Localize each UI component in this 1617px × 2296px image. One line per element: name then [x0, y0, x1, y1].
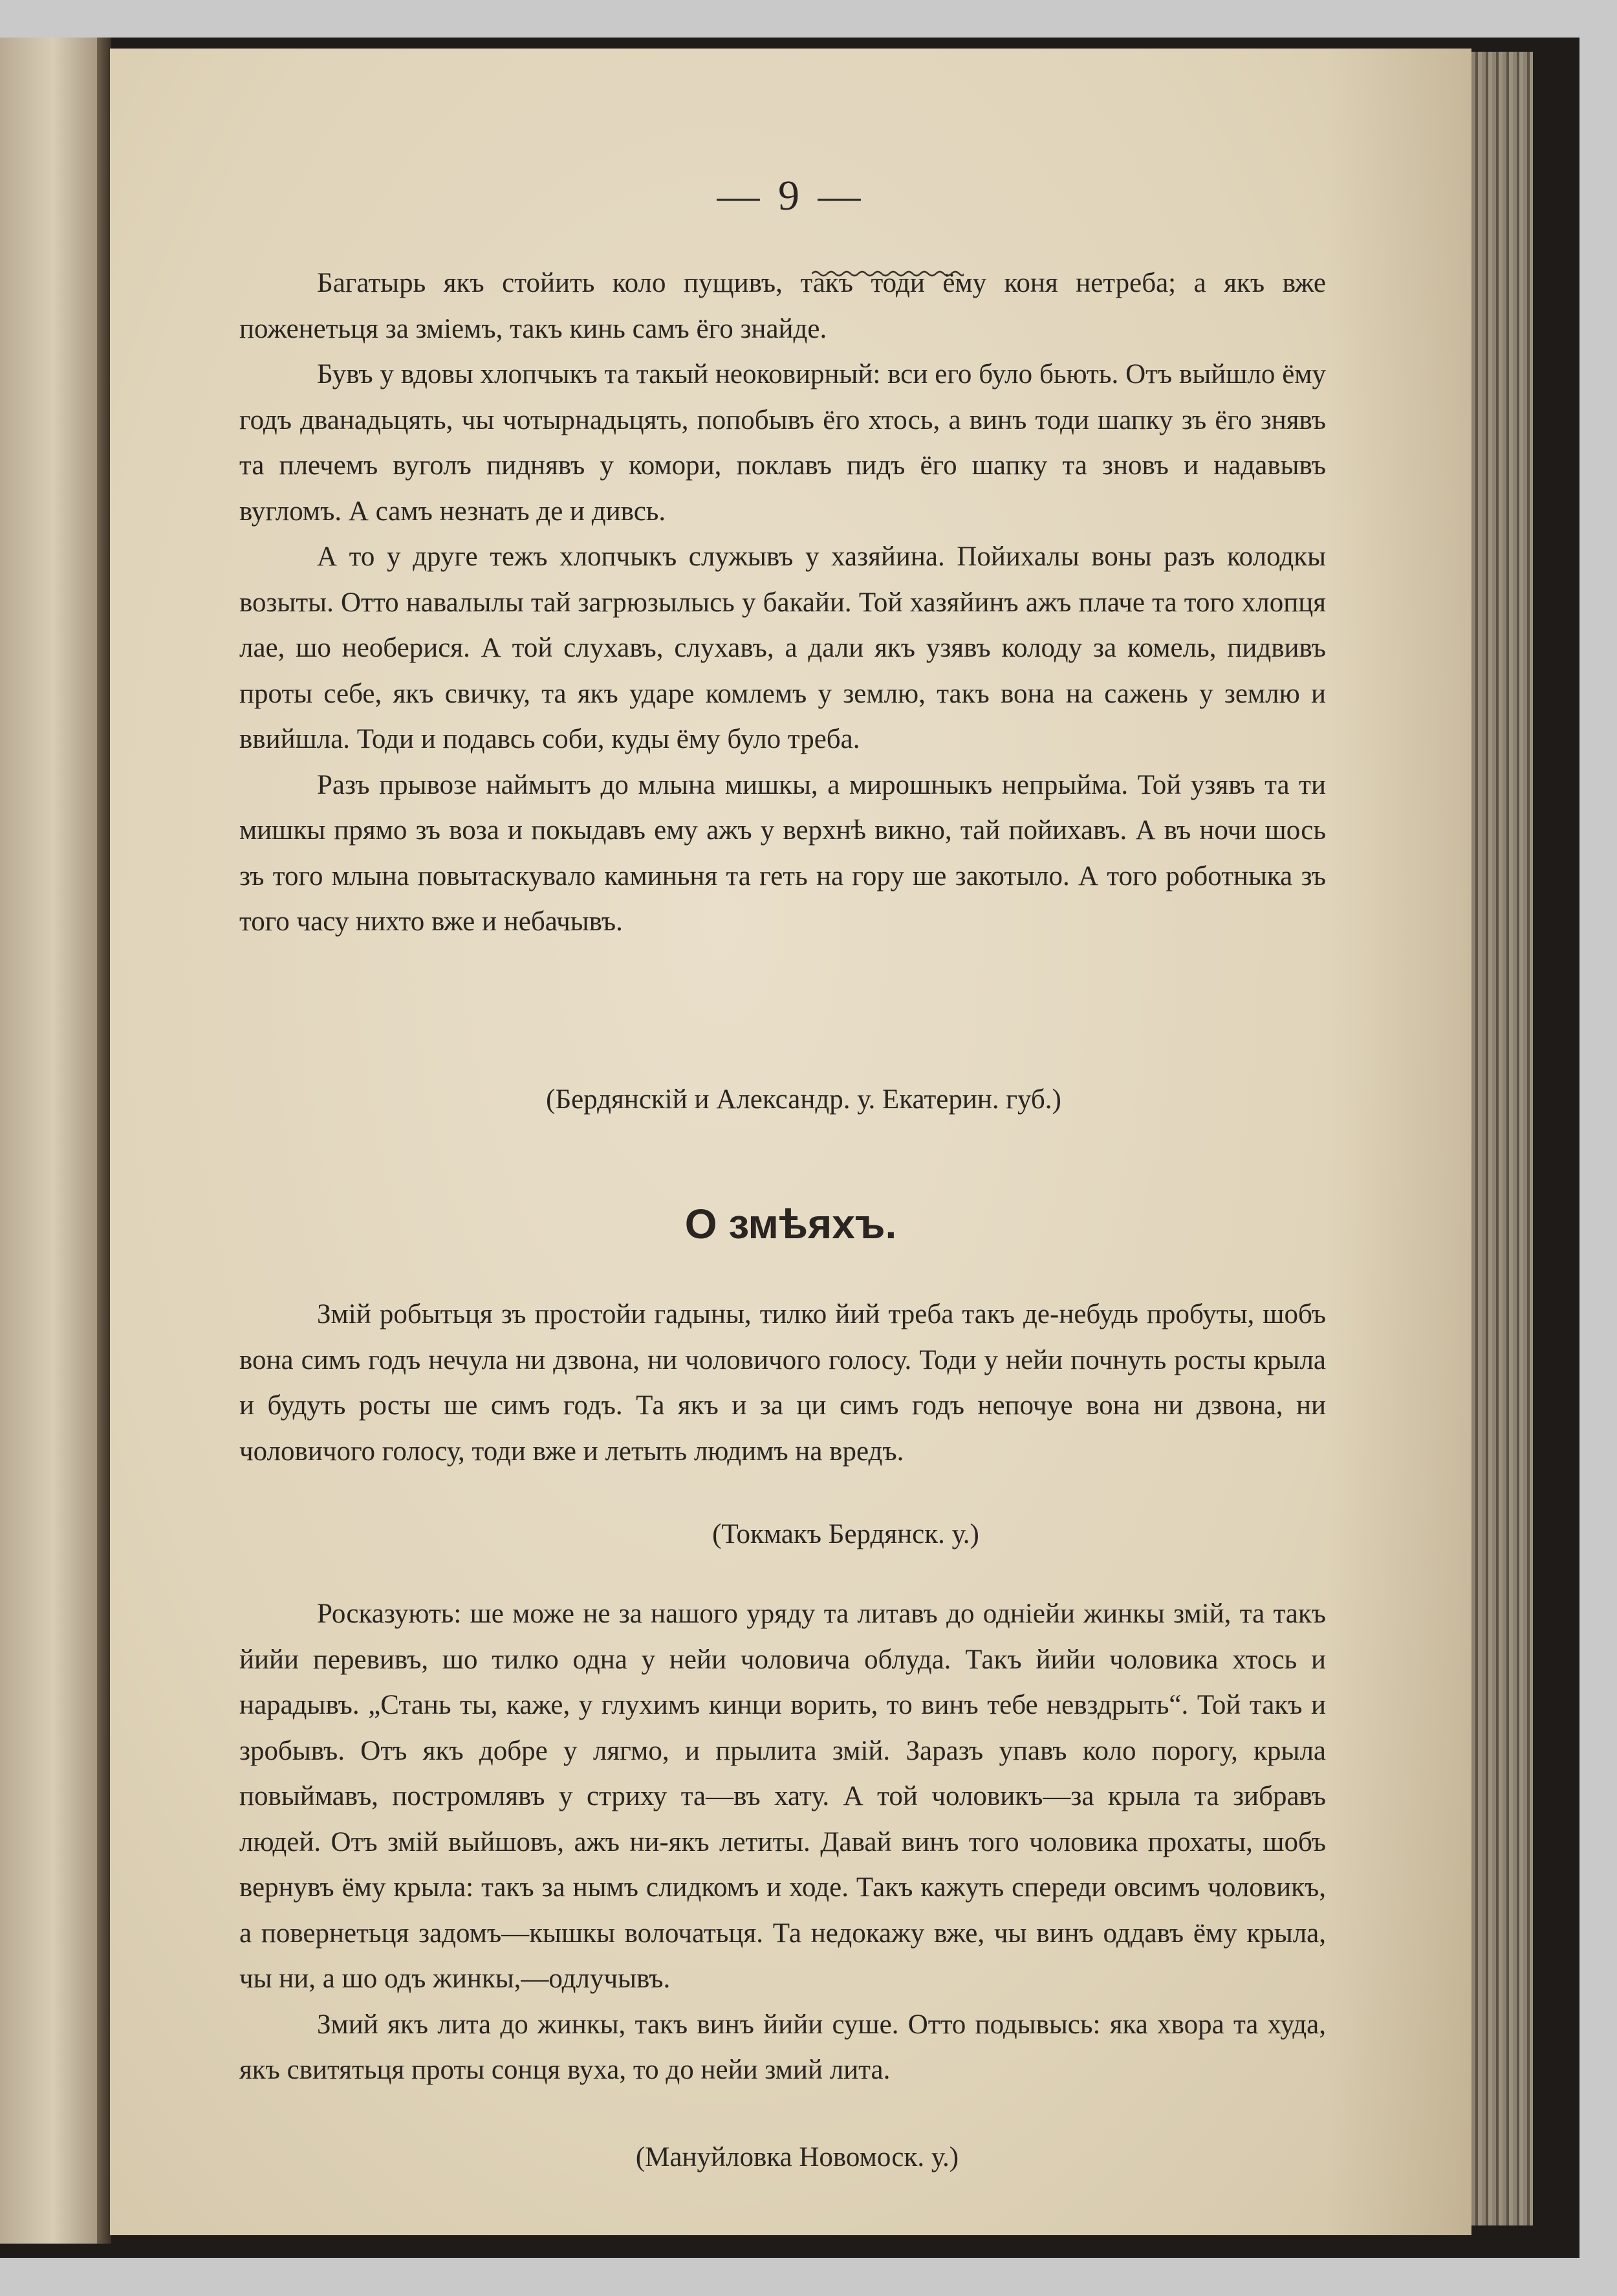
paragraph: Змій робытьця зъ простойи гадыны, тилко йий треба такъ де-небудь пробуты, шобъ вона симъ годъ нечула ни дзвона, ни чоловичого голосу. Тоди у нейи почнуть росты крыла и будуть росты ше симъ годъ. Та якъ и за ци симъ годъ непочуе вона ни дзвона, ни чоловичого голосу, тоди вже и летыть людимъ на вредъ.: [239, 1299, 1326, 1467]
book-gutter: [97, 38, 111, 2244]
section-heading: О змѣяхъ.: [684, 1201, 897, 1247]
paragraph: Разъ прывозе наймытъ до млына мишкы, а мирошныкъ непрыйма. Той узявъ та ти мишкы прямо зъ воза и покыдавъ ему ажъ у верхнѣ викно, тай пойихавъ. А въ ночи шось зъ того млына повытаскувало каминьня та геть на гору ше закотыло. А того роботныка зъ того часу нихто вже и небачывъ.: [239, 769, 1326, 937]
story-1-attribution: (Бердянскій и Александр. у. Екатерин. губ.): [546, 1084, 1061, 1115]
story-3-attribution: (Мануйловка Новомоск. у.): [635, 2142, 959, 2172]
paragraph: А то у друге тежъ хлопчыкъ служывъ у хазяйина. Пойихалы воны разъ колодкы возыты. Отто навалылы тай загрюзылысь у бакайи. Той хазяйинъ ажъ плаче та того хлопця лае, шо необерися. А той слухавъ, слухавъ, а дали якъ узявъ колоду за комель, пидвивъ проты себе, якъ свичку, та якъ ударе комлемъ у землю, такъ вона на сажень у землю и ввийшла. Тоди и подавсь соби, куды ёму було треба.: [239, 541, 1326, 754]
paragraph: Росказують: ше може не за нашого уряду та литавъ до однiейи жинкы змій, та такъ йийи перевивъ, шо тилко одна у нейи чоловича облуда. Такъ йийи чоловика хтось и нарадывъ. „Стань ты, каже, у глухимъ кинци ворить, то винъ тебе невздрыть“. Той такъ и зробывъ. Отъ якъ добре у лягмо, и прылита змій. Заразъ упавъ коло порогу, крыла повыймавъ, постромлявъ у стриху та—въ хату. А той чоловикъ—за крыла та зибравъ людей. Отъ змій выйшовъ, ажъ ни-якъ летиты. Давай винъ того чоловика прохаты, шобъ вернувъ ёму крыла: такъ за нымъ слидкомъ и ходе. Такъ кажуть спереди овсимъ чоловикъ, а повернетьця задомъ—кышкы волочатьця. Та недокажу вже, чы винъ оддавъ ёму крыла, чы ни, а шо одъ жинкы,—одлучывъ.: [239, 1599, 1326, 1994]
story-2-text: [239, 1292, 1326, 1474]
paragraph: Багатырь якъ стойить коло пущивъ, такъ тоди ёму коня нетреба; а якъ вже поженетьця за зміемъ, такъ кинь самъ ёго знайде.: [239, 268, 1326, 344]
facing-page-edge: [0, 38, 97, 2244]
story-3-text: [239, 1591, 1326, 2094]
story-1-text: [239, 261, 1326, 945]
page-stain: [1326, 49, 1471, 2235]
book-page: [110, 49, 1471, 2235]
page-number: — 9 —: [717, 172, 865, 219]
story-2-attribution: (Токмакъ Бердянск. у.): [712, 1519, 979, 1549]
page-edges: [1471, 52, 1533, 2225]
paragraph: Змий якъ лита до жинкы, такъ винъ йийи суше. Отто подывысь: яка хвора та худа, якъ свитятьця проты сонця вуха, то до нейи змий лита.: [239, 2009, 1326, 2085]
paragraph: Бувъ у вдовы хлопчыкъ та такый неоковирный: вси его було бьють. Отъ выйшло ёму годъ дванадьцять, чы чотырнадьцять, попобывъ ёго хтось, а винъ тоди шапку зъ ёго знявъ та плечемъ вуголъ пиднявъ у комори, поклавъ пидъ ёго шапку та зновъ и надавывъ вугломъ. А самъ незнать де и дивсь.: [239, 359, 1326, 527]
